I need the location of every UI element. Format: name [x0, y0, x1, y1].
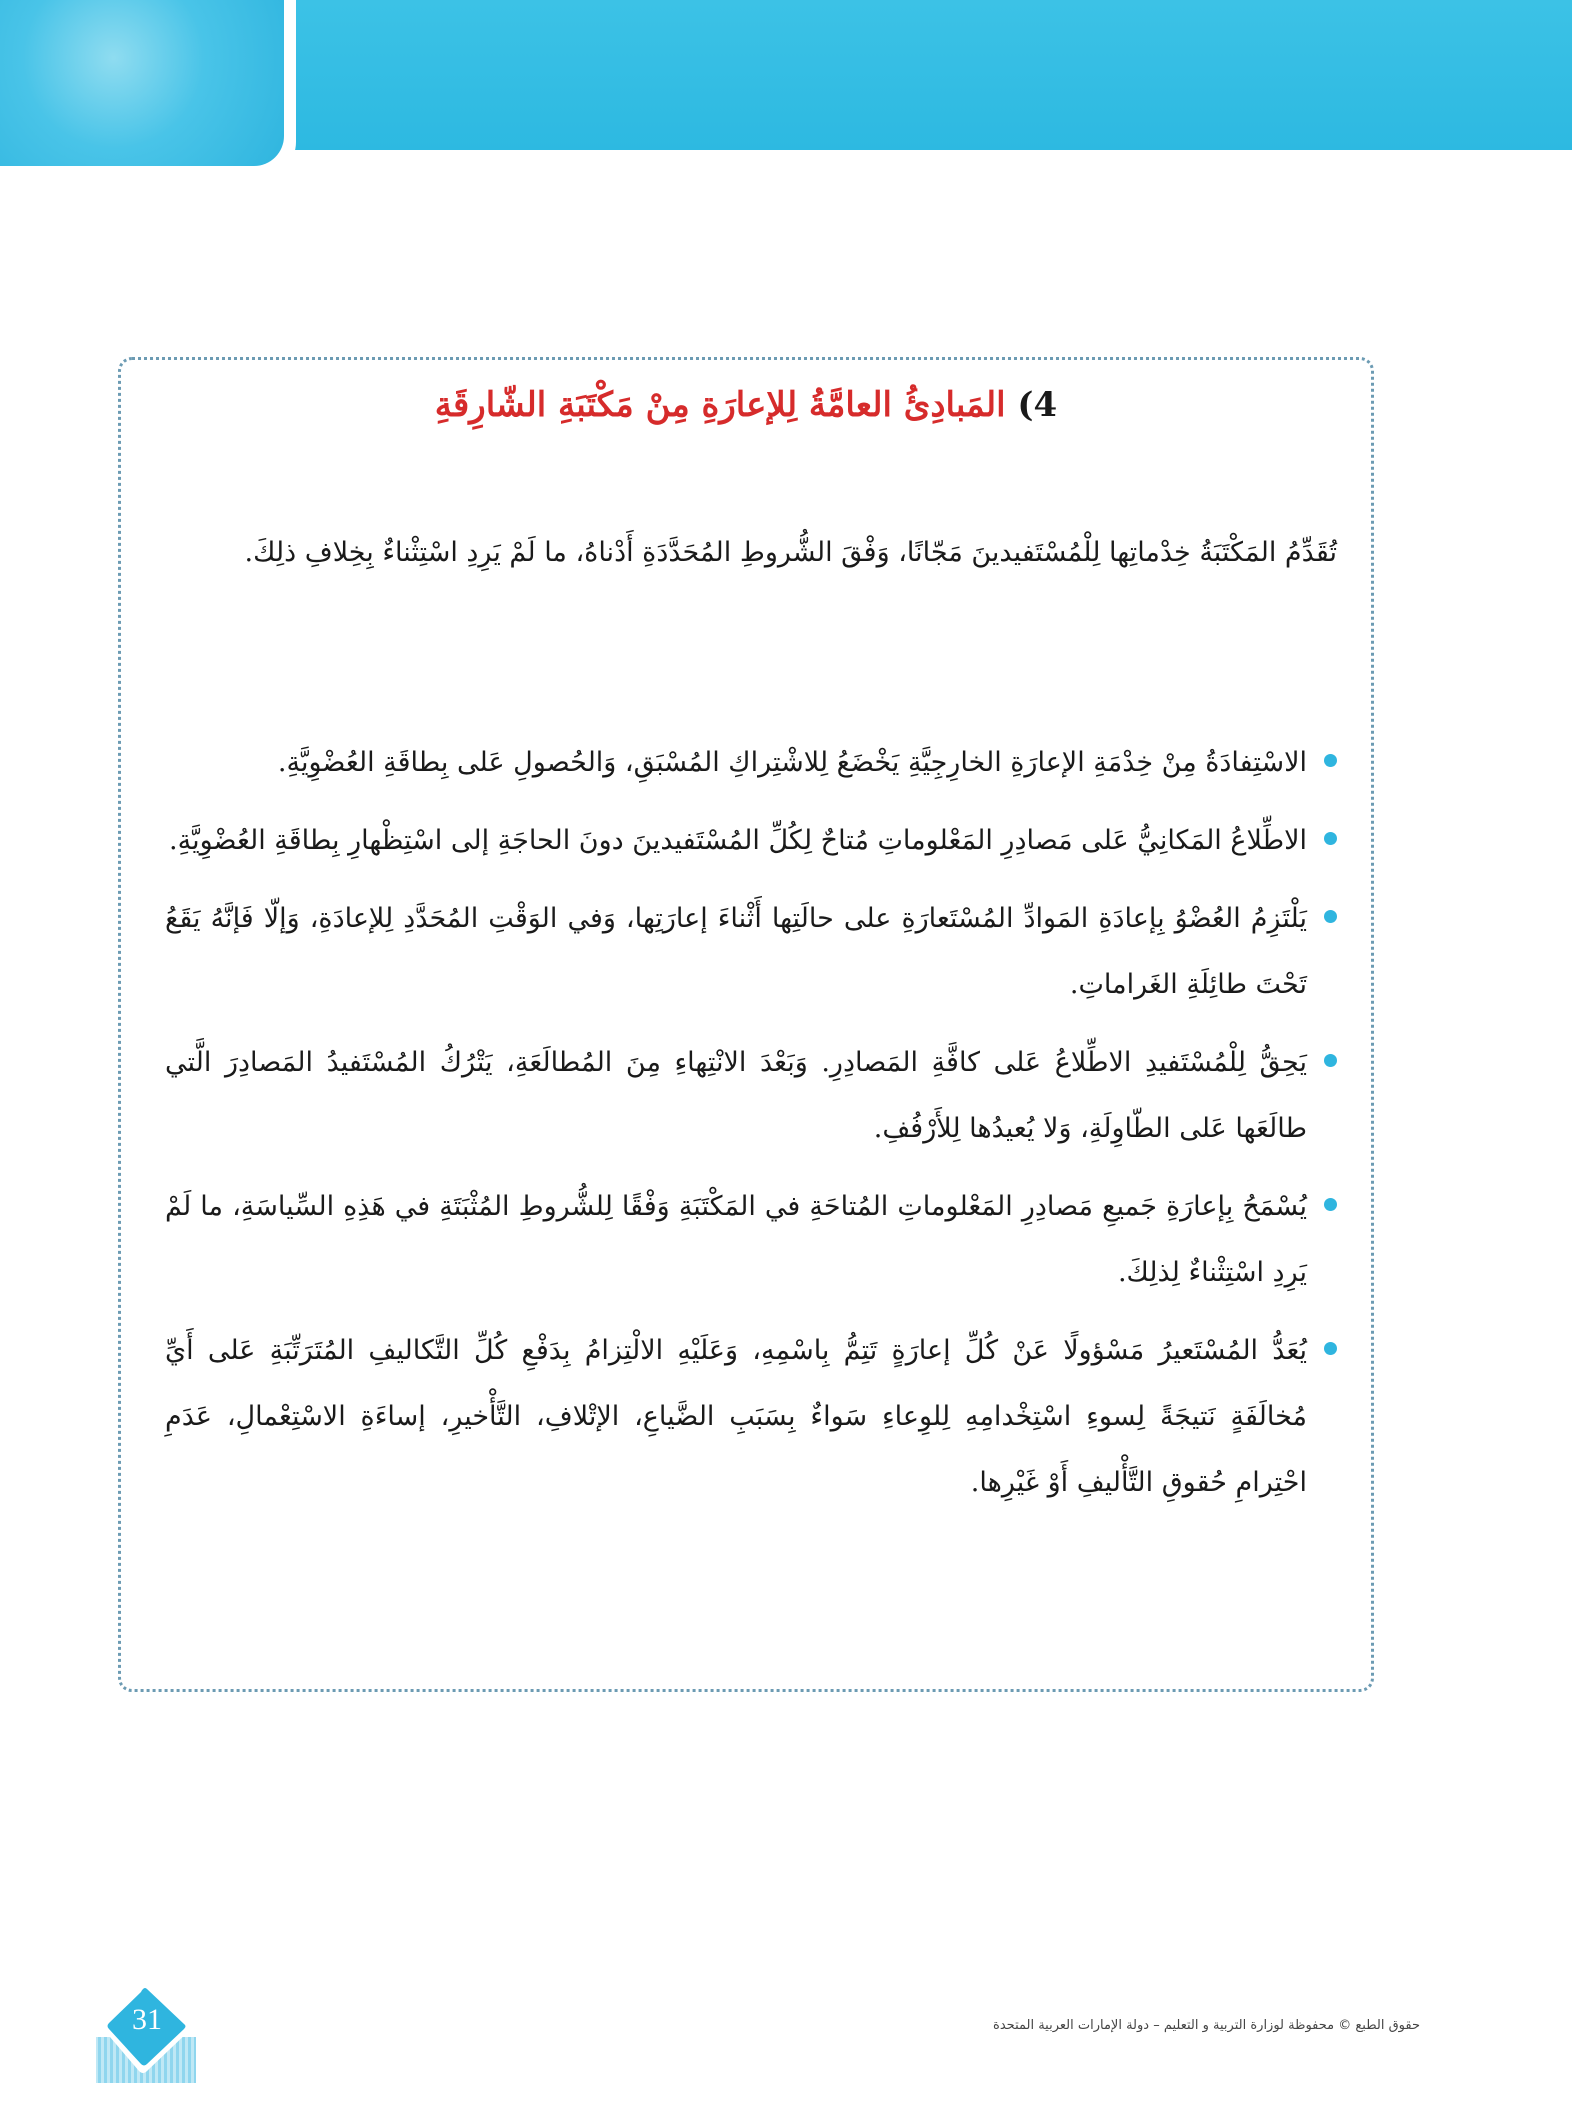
header-tab-graphic: [0, 0, 284, 166]
list-item-text: يَحِقُّ لِلْمُسْتَفيدِ الاطِّلاعُ عَلى كافَّةِ المَصادِرِ. وَبَعْدَ الانْتِهاءِ مِنَ المُطالَعَةِ، يَتْرُكُ المُسْتَفيدُ المَصادِرَ الَّتي طالَعَها عَلى الطّاوِلَةِ، وَلا يُعيدُها لِلأَرْفُفِ.: [165, 1047, 1307, 1144]
section-heading: [118, 385, 1374, 425]
list-item: [165, 1030, 1337, 1162]
section-title: المَبادِئُ العامَّةُ لِلإعارَةِ مِنْ مَكْتَبَةِ الشّارِقَةِ: [434, 385, 1006, 425]
list-item: [165, 886, 1337, 1018]
list-item-text: يُعَدُّ المُسْتَعيرُ مَسْؤولًا عَنْ كُلِّ إعارَةٍ تَتِمُّ بِاسْمِهِ، وَعَلَيْهِ الالْتِزامُ بِدَفْعِ كُلِّ التَّكاليفِ المُتَرَتِّبَةِ عَلى أَيِّ مُخالَفَةٍ نَتيجَةً لِسوءِ اسْتِخْدامِهِ لِلوِعاءِ سَواءٌ بِسَبَبِ الضَّياعِ، الإتْلافِ، التَّأْخيرِ، إساءَةِ الاسْتِعْمالِ، عَدَمِ احْتِرامِ حُقوقِ التَّأْليفِ أَوْ غَيْرِها.: [165, 1335, 1308, 1498]
bullet-icon: [1324, 910, 1337, 923]
list-item-text: يُسْمَحُ بِإعارَةِ جَميعِ مَصادِرِ المَعْلوماتِ المُتاحَةِ في المَكْتَبَةِ وَفْقًا لِلشُّروطِ المُثْبَتَةِ في هَذِهِ السِّياسَةِ، ما لَمْ يَرِدِ اسْتِثْناءٌ لِذلِكَ.: [165, 1191, 1307, 1288]
principles-list: [165, 730, 1337, 1528]
copyright-footer: حقوق الطبع © محفوظة لوزارة التربية و التعليم – دولة الإمارات العربية المتحدة: [993, 2018, 1420, 2033]
page-number: 31: [132, 2003, 162, 2036]
intro-paragraph: تُقَدِّمُ المَكْتَبَةُ خِدْماتِها لِلْمُسْتَفيدينَ مَجّانًا، وَفْقَ الشُّروطِ المُحَدَّدَةِ أَدْناهُ، ما لَمْ يَرِدِ اسْتِثْناءٌ بِخِلافِ ذلِكَ.: [244, 537, 1337, 568]
bullet-icon: [1324, 1198, 1337, 1211]
header-tab: [0, 0, 296, 178]
list-item: [165, 1174, 1337, 1306]
section-number: 4): [1017, 385, 1058, 425]
list-item: [165, 808, 1337, 874]
list-item-text: الاسْتِفادَةُ مِنْ خِدْمَةِ الإعارَةِ الخارِجِيَّةِ يَخْضَعُ لِلاشْتِراكِ المُسْبَقِ، وَالحُصولِ عَلى بِطاقَةِ العُضْوِيَّةِ.: [277, 747, 1307, 778]
list-item-text: الاطِّلاعُ المَكانِيُّ عَلى مَصادِرِ المَعْلوماتِ مُتاحٌ لِكُلِّ المُسْتَفيدينَ دونَ الحاجَةِ إلى اسْتِظْهارِ بِطاقَةِ العُضْوِيَّةِ.: [169, 825, 1307, 856]
list-item: [165, 730, 1337, 796]
bullet-icon: [1324, 1054, 1337, 1067]
list-item-text: يَلْتَزِمُ العُضْوُ بِإعادَةِ المَوادِّ المُسْتَعارَةِ على حالَتِها أَثْناءَ إعارَتِها، وَفي الوَقْتِ المُحَدَّدِ لِلإعادَةِ، وَإلّا فَإنَّهُ يَقَعُ تَحْتَ طائِلَةِ الغَراماتِ.: [165, 903, 1307, 1000]
bullet-icon: [1324, 1342, 1337, 1355]
list-item: [165, 1318, 1337, 1516]
bullet-icon: [1324, 832, 1337, 845]
bullet-icon: [1324, 754, 1337, 767]
